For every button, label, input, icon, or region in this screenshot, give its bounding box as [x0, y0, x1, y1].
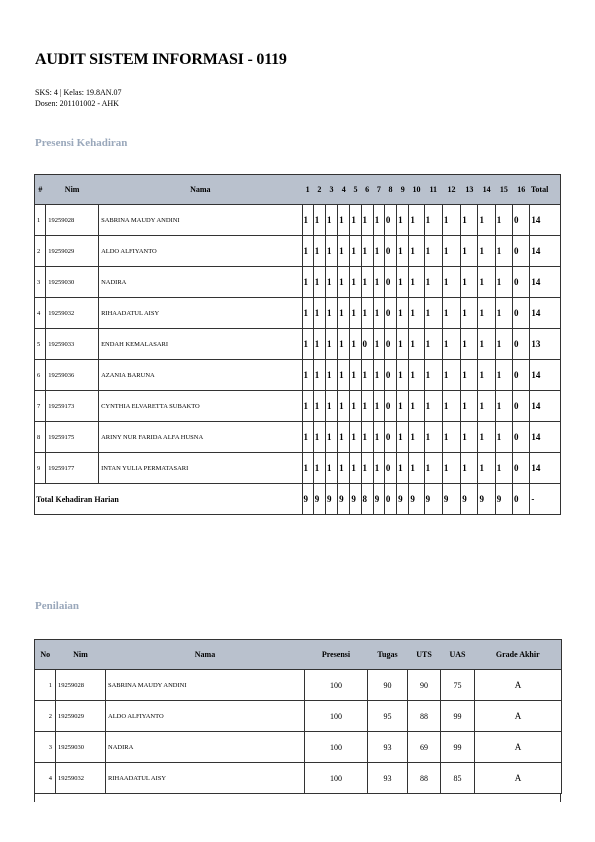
attendance-cell: 1: [478, 422, 495, 453]
daily-total-label: Total Kehadiran Harian: [35, 484, 303, 515]
attendance-cell: 1: [325, 267, 337, 298]
attendance-cell: 1: [350, 453, 361, 484]
attendance-cell: 1: [442, 453, 460, 484]
student-name: SABRINA MAUDY ANDINI: [99, 205, 302, 236]
student-id: 19259175: [46, 422, 99, 453]
attendance-cell: 1: [338, 329, 350, 360]
daily-total-cell: 9: [313, 484, 325, 515]
attendance-total: 14: [530, 205, 561, 236]
table-row: [35, 391, 561, 422]
attendance-cell: 1: [350, 329, 361, 360]
attendance-cell: 0: [384, 205, 396, 236]
column-header: 11: [424, 175, 442, 205]
attendance-cell: 1: [409, 205, 424, 236]
table-row: [35, 732, 562, 763]
student-name: NADIRA: [106, 732, 305, 763]
attendance-cell: 1: [325, 453, 337, 484]
row-number: 2: [35, 236, 46, 267]
column-header: 13: [461, 175, 478, 205]
attendance-cell: 0: [513, 236, 530, 267]
attendance-cell: 1: [350, 422, 361, 453]
attendance-cell: 0: [513, 298, 530, 329]
attendance-cell: 1: [409, 236, 424, 267]
column-header: Total: [530, 175, 561, 205]
attendance-cell: 0: [361, 329, 373, 360]
student-name: RIHAADATUL AISY: [106, 763, 305, 794]
attendance-cell: 1: [424, 360, 442, 391]
attendance-cell: 1: [361, 267, 373, 298]
student-id: 19259029: [46, 236, 99, 267]
attendance-cell: 1: [338, 298, 350, 329]
student-name: ALDO ALFIYANTO: [99, 236, 302, 267]
attendance-cell: 1: [325, 391, 337, 422]
table-row: [35, 205, 561, 236]
attendance-cell: 1: [461, 391, 478, 422]
student-name: NADIRA: [99, 267, 302, 298]
daily-total-cell: 9: [350, 484, 361, 515]
column-header: UTS: [408, 640, 441, 670]
attendance-cell: 1: [302, 298, 313, 329]
score-uts: 88: [408, 763, 441, 794]
attendance-cell: 1: [338, 422, 350, 453]
attendance-cell: 1: [424, 205, 442, 236]
score-uas: 99: [441, 701, 475, 732]
attendance-cell: 1: [373, 453, 384, 484]
attendance-cell: 1: [397, 360, 409, 391]
attendance-cell: 1: [313, 205, 325, 236]
student-id: 19259030: [46, 267, 99, 298]
column-header: 14: [478, 175, 495, 205]
attendance-cell: 1: [442, 360, 460, 391]
score-tugas: 93: [368, 732, 408, 763]
attendance-cell: 1: [495, 360, 512, 391]
attendance-cell: 1: [325, 236, 337, 267]
table-row: [35, 422, 561, 453]
attendance-cell: 1: [461, 205, 478, 236]
attendance-total: 14: [530, 267, 561, 298]
attendance-cell: 1: [478, 453, 495, 484]
attendance-cell: 1: [397, 267, 409, 298]
row-number: 1: [35, 670, 56, 701]
score-uts: 88: [408, 701, 441, 732]
attendance-cell: 1: [424, 267, 442, 298]
attendance-cell: 0: [513, 205, 530, 236]
attendance-cell: 1: [350, 391, 361, 422]
attendance-cell: 0: [513, 329, 530, 360]
score-uts: 90: [408, 670, 441, 701]
attendance-cell: 1: [409, 422, 424, 453]
attendance-cell: 1: [442, 298, 460, 329]
attendance-cell: 0: [384, 236, 396, 267]
attendance-cell: 1: [338, 453, 350, 484]
column-header: 16: [513, 175, 530, 205]
attendance-cell: 1: [338, 205, 350, 236]
attendance-cell: 1: [397, 298, 409, 329]
student-id: 19259030: [56, 732, 106, 763]
attendance-cell: 1: [461, 267, 478, 298]
attendance-total: 14: [530, 298, 561, 329]
row-number: 3: [35, 732, 56, 763]
daily-total-cell: 9: [424, 484, 442, 515]
column-header: 5: [350, 175, 361, 205]
attendance-cell: 1: [409, 298, 424, 329]
attendance-cell: 1: [350, 360, 361, 391]
attendance-cell: 1: [325, 298, 337, 329]
attendance-cell: 0: [384, 391, 396, 422]
attendance-cell: 0: [384, 267, 396, 298]
attendance-cell: 1: [325, 360, 337, 391]
attendance-cell: 1: [461, 422, 478, 453]
score-tugas: 93: [368, 763, 408, 794]
student-name: RIHAADATUL AISY: [99, 298, 302, 329]
attendance-cell: 1: [361, 422, 373, 453]
column-header: Nim: [56, 640, 106, 670]
attendance-cell: 1: [478, 391, 495, 422]
section-title-presensi: Presensi Kehadiran: [35, 137, 128, 149]
attendance-cell: 1: [495, 205, 512, 236]
final-grade: A: [475, 763, 562, 794]
student-name: CYNTHIA ELVARETTA SUBAKTO: [99, 391, 302, 422]
attendance-cell: 1: [313, 422, 325, 453]
attendance-cell: 0: [513, 453, 530, 484]
attendance-cell: 1: [373, 205, 384, 236]
attendance-total: 14: [530, 360, 561, 391]
table-row: [35, 236, 561, 267]
final-grade: A: [475, 670, 562, 701]
attendance-cell: 1: [325, 205, 337, 236]
daily-total-cell: 8: [361, 484, 373, 515]
student-id: 19259028: [46, 205, 99, 236]
attendance-cell: 1: [302, 329, 313, 360]
daily-total-cell: 9: [325, 484, 337, 515]
student-id: 19259033: [46, 329, 99, 360]
attendance-cell: 1: [338, 391, 350, 422]
score-presensi: 100: [305, 763, 368, 794]
row-number: 1: [35, 205, 46, 236]
attendance-cell: 1: [361, 298, 373, 329]
row-number: 4: [35, 763, 56, 794]
row-number: 9: [35, 453, 46, 484]
attendance-cell: 1: [313, 329, 325, 360]
student-id: 19259029: [56, 701, 106, 732]
student-name: SABRINA MAUDY ANDINI: [106, 670, 305, 701]
attendance-cell: 1: [478, 205, 495, 236]
row-number: 7: [35, 391, 46, 422]
attendance-cell: 1: [495, 298, 512, 329]
column-header: 9: [397, 175, 409, 205]
column-header: Grade Akhir: [475, 640, 562, 670]
attendance-cell: 1: [313, 267, 325, 298]
course-info: SKS: 4 | Kelas: 19.8AN.07: [35, 88, 122, 97]
attendance-cell: 1: [313, 360, 325, 391]
attendance-cell: 0: [513, 360, 530, 391]
daily-total-cell: 9: [478, 484, 495, 515]
score-uas: 85: [441, 763, 475, 794]
attendance-cell: 1: [461, 360, 478, 391]
column-header: No: [35, 640, 56, 670]
table-row: [35, 453, 561, 484]
table-row: [35, 267, 561, 298]
attendance-cell: 1: [397, 329, 409, 360]
attendance-cell: 1: [373, 267, 384, 298]
column-header: Nama: [99, 175, 302, 205]
column-header: 6: [361, 175, 373, 205]
score-uas: 99: [441, 732, 475, 763]
score-uas: 75: [441, 670, 475, 701]
grand-total: -: [530, 484, 561, 515]
column-header: #: [35, 175, 46, 205]
attendance-cell: 0: [513, 391, 530, 422]
row-number: 6: [35, 360, 46, 391]
attendance-cell: 1: [495, 391, 512, 422]
student-name: AZANIA BARUNA: [99, 360, 302, 391]
section-title-penilaian: Penilaian: [35, 600, 80, 612]
attendance-cell: 1: [325, 422, 337, 453]
attendance-cell: 1: [302, 205, 313, 236]
student-id: 19259028: [56, 670, 106, 701]
attendance-cell: 1: [313, 453, 325, 484]
score-presensi: 100: [305, 701, 368, 732]
attendance-cell: 1: [495, 236, 512, 267]
attendance-cell: 1: [338, 360, 350, 391]
row-number: 4: [35, 298, 46, 329]
table-row: [35, 701, 562, 732]
attendance-cell: 1: [409, 453, 424, 484]
row-number: 8: [35, 422, 46, 453]
attendance-cell: 1: [424, 453, 442, 484]
attendance-total: 14: [530, 236, 561, 267]
lecturer-info: Dosen: 201101002 - AHK: [35, 99, 119, 108]
final-grade: A: [475, 701, 562, 732]
attendance-cell: 0: [384, 422, 396, 453]
table-row: [35, 298, 561, 329]
attendance-cell: 1: [442, 205, 460, 236]
attendance-cell: 1: [302, 453, 313, 484]
attendance-cell: 0: [513, 422, 530, 453]
attendance-cell: 1: [478, 236, 495, 267]
attendance-cell: 1: [461, 453, 478, 484]
attendance-table: [34, 174, 561, 515]
student-id: 19259036: [46, 360, 99, 391]
column-header: UAS: [441, 640, 475, 670]
column-header: 8: [384, 175, 396, 205]
attendance-cell: 1: [424, 236, 442, 267]
attendance-cell: 1: [397, 236, 409, 267]
attendance-total: 14: [530, 391, 561, 422]
attendance-cell: 1: [350, 205, 361, 236]
attendance-cell: 1: [302, 267, 313, 298]
student-id: 19259173: [46, 391, 99, 422]
final-grade: A: [475, 732, 562, 763]
attendance-cell: 1: [313, 391, 325, 422]
grades-table: [34, 639, 562, 794]
table-row: [35, 329, 561, 360]
student-id: 19259177: [46, 453, 99, 484]
attendance-cell: 1: [373, 422, 384, 453]
attendance-cell: 1: [409, 267, 424, 298]
attendance-cell: 1: [461, 236, 478, 267]
attendance-cell: 1: [409, 391, 424, 422]
attendance-cell: 1: [338, 236, 350, 267]
daily-total-cell: 9: [302, 484, 313, 515]
attendance-cell: 1: [397, 422, 409, 453]
attendance-cell: 1: [350, 298, 361, 329]
attendance-cell: 1: [424, 391, 442, 422]
student-id: 19259032: [56, 763, 106, 794]
attendance-cell: 1: [478, 329, 495, 360]
column-header: Nim: [46, 175, 99, 205]
row-number: 2: [35, 701, 56, 732]
attendance-cell: 1: [397, 391, 409, 422]
daily-total-cell: 9: [495, 484, 512, 515]
attendance-cell: 1: [424, 298, 442, 329]
daily-total-cell: 9: [373, 484, 384, 515]
attendance-cell: 1: [361, 391, 373, 422]
attendance-cell: 1: [409, 329, 424, 360]
daily-total-cell: 9: [461, 484, 478, 515]
attendance-cell: 1: [478, 360, 495, 391]
attendance-cell: 1: [338, 267, 350, 298]
attendance-cell: 1: [495, 267, 512, 298]
score-uts: 69: [408, 732, 441, 763]
attendance-cell: 1: [302, 360, 313, 391]
score-tugas: 95: [368, 701, 408, 732]
column-header: 1: [302, 175, 313, 205]
attendance-cell: 1: [302, 391, 313, 422]
attendance-total: 14: [530, 453, 561, 484]
attendance-cell: 1: [409, 360, 424, 391]
table-row: [35, 360, 561, 391]
daily-total-cell: 9: [338, 484, 350, 515]
attendance-cell: 1: [361, 205, 373, 236]
attendance-cell: 0: [384, 298, 396, 329]
daily-total-cell: 9: [409, 484, 424, 515]
student-name: ENDAH KEMALASARI: [99, 329, 302, 360]
attendance-cell: 1: [373, 391, 384, 422]
student-id: 19259032: [46, 298, 99, 329]
column-header: 10: [409, 175, 424, 205]
attendance-cell: 1: [361, 360, 373, 391]
attendance-total: 14: [530, 422, 561, 453]
attendance-cell: 0: [384, 453, 396, 484]
attendance-cell: 1: [313, 236, 325, 267]
attendance-cell: 1: [361, 236, 373, 267]
attendance-cell: 1: [442, 329, 460, 360]
student-name: ALDO ALFIYANTO: [106, 701, 305, 732]
student-name: ARINY NUR FARIDA ALFA HUSNA: [99, 422, 302, 453]
table-continuation: [34, 794, 561, 802]
attendance-cell: 1: [302, 422, 313, 453]
attendance-cell: 0: [384, 329, 396, 360]
table-row: [35, 670, 562, 701]
daily-total-cell: 9: [442, 484, 460, 515]
column-header: 3: [325, 175, 337, 205]
attendance-cell: 1: [350, 267, 361, 298]
document-title: AUDIT SISTEM INFORMASI - 0119: [35, 51, 287, 68]
attendance-cell: 1: [373, 298, 384, 329]
attendance-cell: 1: [442, 267, 460, 298]
attendance-cell: 1: [302, 236, 313, 267]
score-tugas: 90: [368, 670, 408, 701]
attendance-cell: 0: [384, 360, 396, 391]
attendance-cell: 1: [313, 298, 325, 329]
attendance-cell: 1: [495, 422, 512, 453]
attendance-cell: 1: [373, 329, 384, 360]
attendance-cell: 1: [442, 391, 460, 422]
attendance-cell: 1: [461, 298, 478, 329]
column-header: 4: [338, 175, 350, 205]
table-row: [35, 763, 562, 794]
daily-total-cell: 0: [384, 484, 396, 515]
attendance-cell: 1: [461, 329, 478, 360]
column-header: Presensi: [305, 640, 368, 670]
attendance-cell: 1: [424, 422, 442, 453]
attendance-cell: 1: [325, 329, 337, 360]
column-header: Nama: [106, 640, 305, 670]
row-number: 3: [35, 267, 46, 298]
attendance-cell: 1: [397, 453, 409, 484]
attendance-cell: 1: [442, 236, 460, 267]
column-header: Tugas: [368, 640, 408, 670]
attendance-cell: 1: [424, 329, 442, 360]
column-header: 2: [313, 175, 325, 205]
attendance-cell: 0: [513, 267, 530, 298]
column-header: 12: [442, 175, 460, 205]
attendance-cell: 1: [442, 422, 460, 453]
daily-total-cell: 9: [397, 484, 409, 515]
student-name: INTAN YULIA PERMATASARI: [99, 453, 302, 484]
attendance-cell: 1: [478, 298, 495, 329]
score-presensi: 100: [305, 670, 368, 701]
attendance-cell: 1: [397, 205, 409, 236]
score-presensi: 100: [305, 732, 368, 763]
attendance-total: 13: [530, 329, 561, 360]
row-number: 5: [35, 329, 46, 360]
column-header: 15: [495, 175, 512, 205]
attendance-cell: 1: [478, 267, 495, 298]
attendance-cell: 1: [495, 453, 512, 484]
attendance-cell: 1: [495, 329, 512, 360]
attendance-cell: 1: [373, 236, 384, 267]
attendance-cell: 1: [350, 236, 361, 267]
attendance-cell: 1: [373, 360, 384, 391]
attendance-cell: 1: [361, 453, 373, 484]
daily-total-cell: 0: [513, 484, 530, 515]
column-header: 7: [373, 175, 384, 205]
